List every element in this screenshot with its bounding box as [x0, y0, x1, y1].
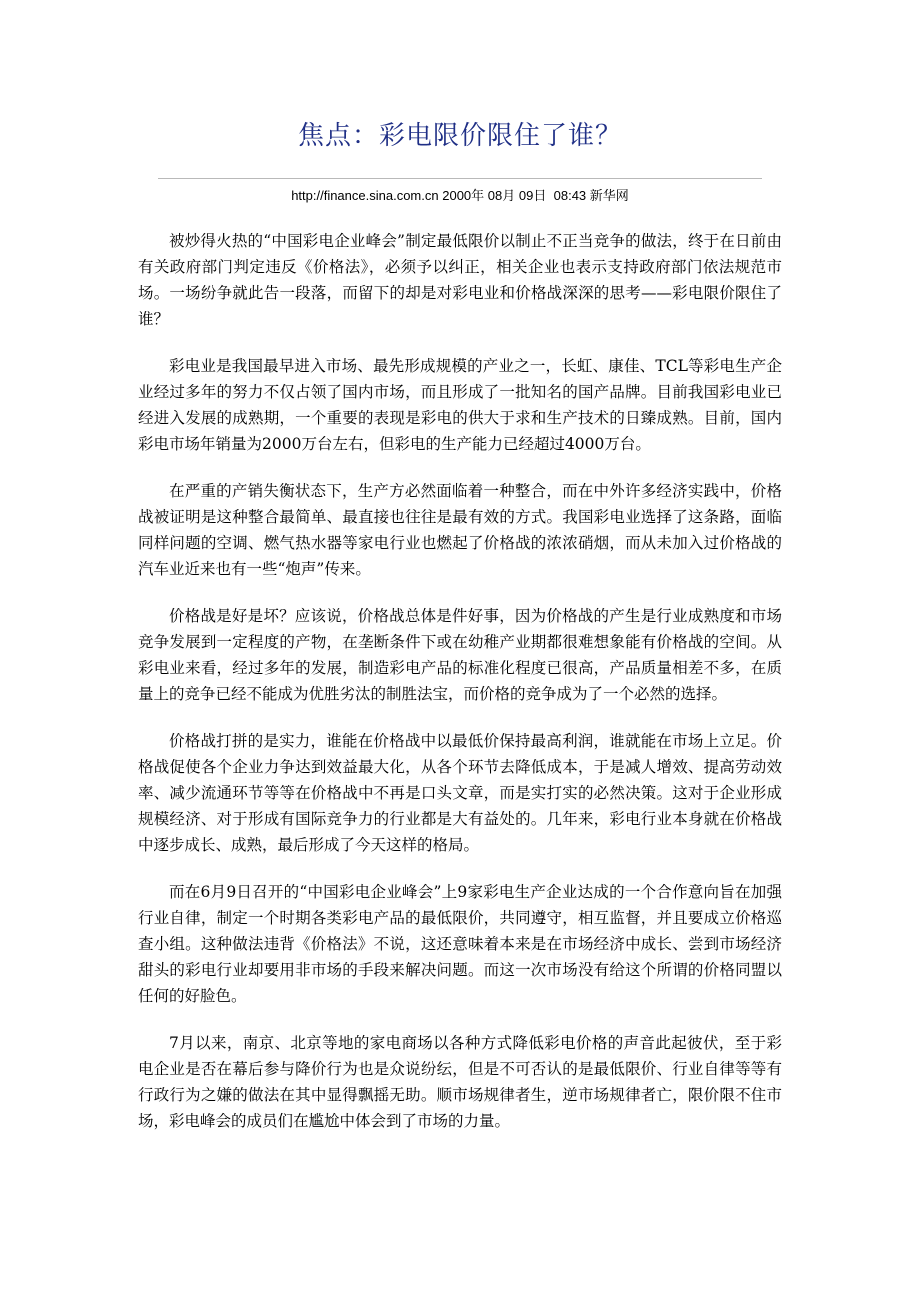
article-meta — [0, 185, 920, 208]
article-paragraph: 在严重的产销失衡状态下，生产方必然面临着一种整合，而在中外许多经济实践中，价格战被证明是这种整合最简单、最直接也往往是最有效的方式。我国彩电业选择了这条路，面临同样问题的空调、燃气热水器等家电行业也燃起了价格战的浓浓硝烟，而从未加入过价格战的汽车业近来也有一些“炮声”传来。 — [138, 482, 782, 578]
publish-day: 09 — [518, 188, 534, 203]
article-title: 焦点：彩电限价限住了谁？ — [297, 121, 622, 151]
article-paragraph: 而在6月9日召开的“中国彩电企业峰会”上9家彩电生产企业达成的一个合作意向旨在加强行业自律，制定一个时期各类彩电产品的最低限价，共同遵守，相互监督，并且要成立价格巡查小组。这种做法违背《价格法》不说，这还意味着本来是在市场经济中成长、尝到市场经济甜头的彩电行业却要用非市场的手段来解决问题。而这一次市场没有给这个所谓的价格同盟以任何的好脸色。 — [138, 883, 782, 1005]
publish-time: 08:43 — [553, 188, 587, 203]
source-url: http://finance.sina.com.cn — [291, 188, 439, 203]
publish-month: 08 — [487, 188, 503, 203]
publish-day-unit: 日 — [533, 189, 547, 204]
news-source: 新华网 — [589, 189, 629, 204]
title-divider — [158, 178, 762, 179]
article-paragraph: 彩电业是我国最早进入市场、最先形成规模的产业之一，长虹、康佳、TCL等彩电生产企业经过多年的努力不仅占领了国内市场，而且形成了一批知名的国产品牌。目前我国彩电业已经进入发展的成熟期，一个重要的表现是彩电的供大于求和生产技术的日臻成熟。目前，国内彩电市场年销量为2000万台左右，但彩电的生产能力已经超过4000万台。 — [138, 357, 782, 453]
publish-year-unit: 年 — [471, 189, 485, 204]
article-paragraph: 价格战是好是坏？应该说，价格战总体是件好事，因为价格战的产生是行业成熟度和市场竞争发展到一定程度的产物，在垄断条件下或在幼稚产业期都很难想象能有价格战的空间。从彩电业来看，经过多年的发展，制造彩电产品的标准化程度已很高，产品质量相差不多，在质量上的竞争已经不能成为优胜劣汰的制胜法宝，而价格的竞争成为了一个必然的选择。 — [138, 607, 782, 703]
publish-year: 2000 — [442, 188, 472, 203]
publish-month-unit: 月 — [502, 189, 516, 204]
article-paragraph: 7月以来，南京、北京等地的家电商场以各种方式降低彩电价格的声音此起彼伏，至于彩电企业是否在幕后参与降价行为也是众说纷纭，但是不可否认的是最低限价、行业自律等等有行政行为之嫌的做法在其中显得飘摇无助。顺市场规律者生，逆市场规律者亡，限价限不住市场，彩电峰会的成员们在尴尬中体会到了市场的力量。 — [138, 1034, 782, 1130]
article-paragraph: 价格战打拼的是实力，谁能在价格战中以最低价保持最高利润，谁就能在市场上立足。价格战促使各个企业力争达到效益最大化，从各个环节去降低成本，于是减人增效、提高劳动效率、减少流通环节等等在价格战中不再是口头文章，而是实打实的必然决策。这对于企业形成规模经济、对于形成有国际竞争力的行业都是大有益处的。几年来，彩电行业本身就在价格战中逐步成长、成熟，最后形成了今天这样的格局。 — [138, 732, 782, 854]
article-body — [138, 228, 782, 1155]
article-paragraph: 被炒得火热的“中国彩电企业峰会”制定最低限价以制止不正当竞争的做法，终于在日前由有关政府部门判定违反《价格法》，必须予以纠正，相关企业也表示支持政府部门依法规范市场。一场纷争就此告一段落，而留下的却是对彩电业和价格战深深的思考——彩电限价限住了谁？ — [138, 232, 782, 328]
